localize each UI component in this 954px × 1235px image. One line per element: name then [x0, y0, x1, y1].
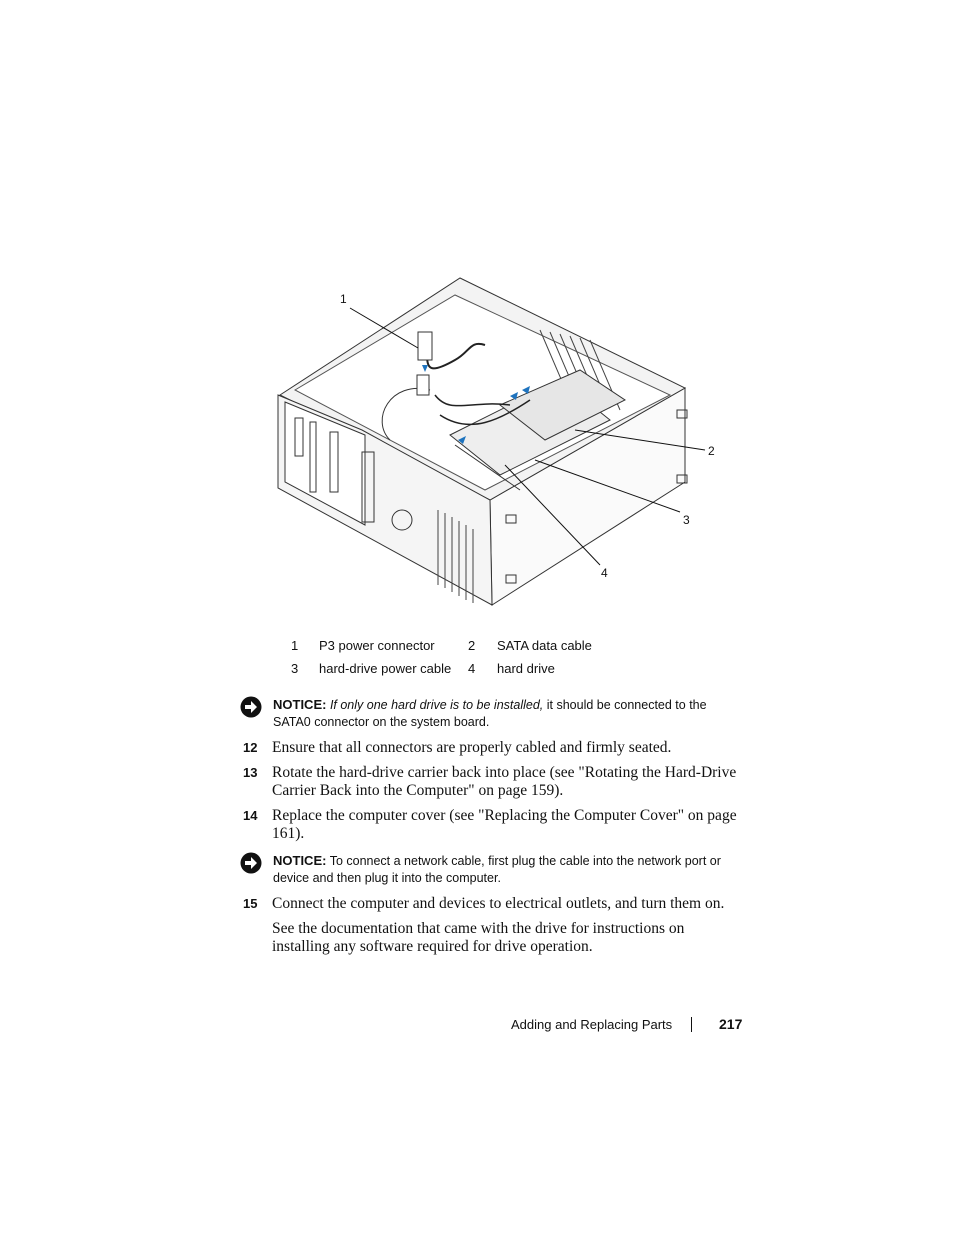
figure-legend — [285, 635, 645, 681]
notice-body: To connect a network cable, first plug the cable into the network port or device and then plug it into the computer. — [273, 854, 721, 885]
chassis-illustration — [270, 270, 730, 615]
notice-text — [273, 696, 733, 731]
callout-2: 2 — [708, 444, 715, 458]
legend-num: 3 — [291, 661, 299, 676]
step-number: 14 — [243, 808, 258, 823]
step-text: Rotate the hard-drive carrier back into place (see "Rotating the Hard-Drive Carrier Back into the Computer" on page 159). — [272, 764, 737, 799]
legend-label: hard drive — [497, 661, 555, 676]
callout-4: 4 — [601, 566, 608, 580]
notice-label: NOTICE: — [273, 697, 327, 712]
footer-divider — [691, 1017, 692, 1032]
notice-label: NOTICE: — [273, 853, 327, 868]
notice-body: it should be connected to the SATA0 connector on the system board. — [273, 698, 707, 729]
notice-arrow-icon — [240, 852, 262, 874]
step-number: 13 — [243, 765, 258, 780]
legend-row — [285, 658, 645, 681]
notice-italic-text: If only one hard drive is to be installed, — [329, 698, 544, 712]
step-text: Connect the computer and devices to electrical outlets, and turn them on. — [272, 895, 725, 912]
notice-network-cable — [240, 852, 740, 888]
page-footer — [508, 1015, 743, 1035]
notice-text — [273, 852, 733, 887]
legend-label: P3 power connector — [319, 638, 435, 653]
step-number: 15 — [243, 896, 258, 911]
legend-row — [285, 635, 645, 658]
chassis-drawing — [270, 270, 730, 615]
closing-paragraph: See the documentation that came with the drive for instructions on installing any software required for drive operation. — [272, 920, 685, 955]
footer-section-title: Adding and Replacing Parts — [511, 1017, 673, 1032]
notice-arrow-icon — [240, 696, 262, 718]
notice-single-drive — [240, 696, 740, 732]
legend-num: 1 — [291, 638, 299, 653]
page-number: 217 — [719, 1016, 743, 1032]
legend-label: hard-drive power cable — [319, 661, 452, 676]
legend-num: 4 — [468, 661, 476, 676]
step-number: 12 — [243, 740, 258, 755]
legend-label: SATA data cable — [497, 638, 592, 653]
legend-num: 2 — [468, 638, 476, 653]
step-text: Ensure that all connectors are properly cabled and firmly seated. — [272, 739, 672, 756]
callout-3: 3 — [683, 513, 690, 527]
callout-1: 1 — [340, 292, 347, 306]
step-text: Replace the computer cover (see "Replacing the Computer Cover" on page 161). — [272, 807, 737, 842]
